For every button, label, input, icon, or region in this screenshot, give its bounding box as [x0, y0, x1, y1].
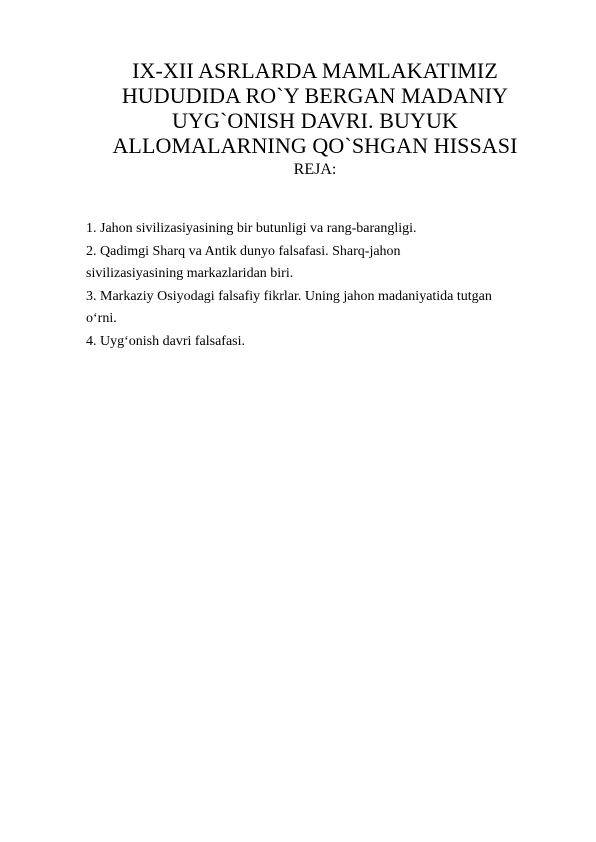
plan-item-text: Uyg‘onish davri falsafasi.	[100, 333, 246, 349]
plan-item-number: 4.	[86, 333, 97, 349]
plan-item-3-continuation: o‘rni.	[86, 311, 117, 327]
plan-item-2-continuation: sivilizasiyasining markazlaridan biri.	[86, 266, 294, 282]
document-title	[90, 58, 540, 158]
plan-item-number: 2.	[86, 243, 97, 259]
title-line-4: ALLOMALARNING QO`SHGAN HISSASI	[112, 133, 518, 158]
plan-item-3	[86, 286, 556, 309]
title-line-1: IX-XII ASRLARDA MAMLAKATIMIZ	[132, 58, 498, 83]
plan-item-number: 1.	[86, 221, 97, 236]
plan-item-1	[86, 218, 556, 241]
plan-item-text: Jahon sivilizasiyasining bir butunligi va rang-barangligi.	[100, 221, 417, 236]
title-line-3: UYG`ONISH DAVRI. BUYUK	[172, 108, 458, 133]
title-line-2: HUDUDIDA RO`Y BERGAN MADANIY	[121, 83, 509, 108]
plan-heading: REJA:	[293, 161, 337, 178]
plan-list	[86, 218, 556, 354]
plan-item-4	[86, 331, 556, 354]
plan-item-number: 3.	[86, 288, 97, 304]
plan-item-text: Qadimgi Sharq va Antik dunyo falsafasi. Sharq-jahon	[100, 243, 401, 259]
plan-item-2	[86, 241, 556, 264]
plan-item-text: Markaziy Osiyodagi falsafiy fikrlar. Uning jahon madaniyatida tutgan	[100, 288, 492, 304]
